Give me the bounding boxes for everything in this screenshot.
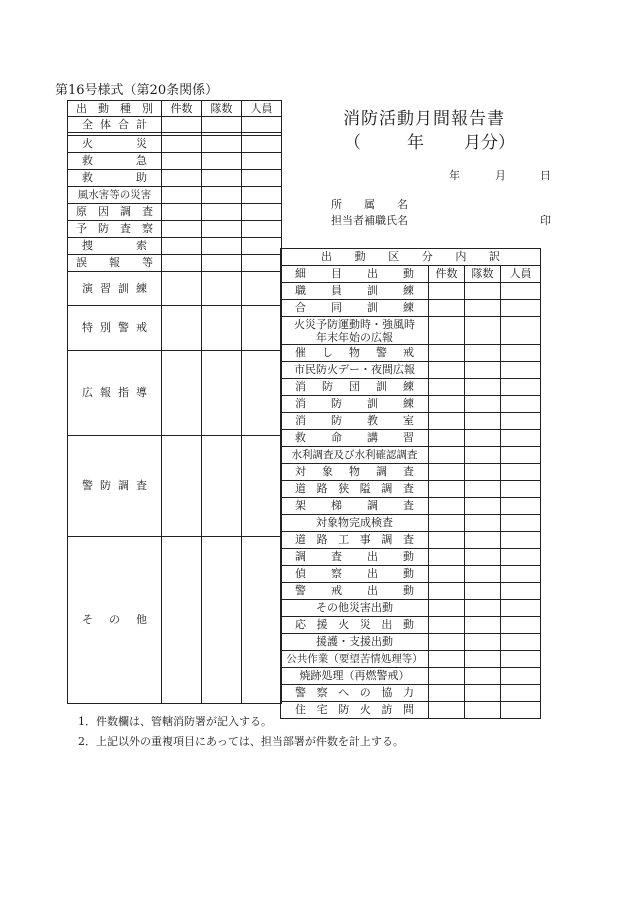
entry-cell[interactable] [465,685,501,702]
row-cause-investigation: 原 因 調 査 [68,204,162,221]
entry-cell[interactable] [242,537,282,704]
row-storm-disaster: 風水害等の災害 [68,187,162,204]
entry-cell[interactable] [501,549,541,566]
item-narrow-road-survey: 道路狭隘調査 [281,481,429,498]
item-public-work: 公共作業（要望苦情処理等） [281,651,429,668]
entry-cell[interactable] [501,617,541,634]
item-staff-training: 職員訓練 [281,283,429,300]
entry-cell[interactable] [465,634,501,651]
entry-cell[interactable] [242,221,282,238]
entry-cell[interactable] [202,204,242,221]
entry-cell[interactable] [501,283,541,300]
entry-cell[interactable] [202,436,242,537]
item-fire-prevention-line2: 年末年始の広報 [316,330,393,344]
entry-cell[interactable] [202,272,242,306]
entry-cell[interactable] [501,532,541,549]
row-rescue: 救 助 [68,170,162,187]
footnote-2: 2．上記以外の重複項目にあっては、担当部署が件数を計上する。 [78,735,404,748]
item-ladder-survey: 架梯調査 [281,498,429,515]
entry-cell[interactable] [242,351,282,436]
item-other-disaster-dispatch: その他災害出動 [281,600,429,617]
entry-cell[interactable] [429,549,465,566]
entry-cell[interactable] [242,153,282,170]
seal-mark: 印 [540,214,551,227]
footnote-1: 1．件数欄は、管轄消防署が記入する。 [78,715,272,728]
entry-cell[interactable] [242,436,282,537]
entry-cell[interactable] [429,532,465,549]
header-dispatch-type: 出動種別 [68,101,162,117]
item-alert-dispatch: 警戒出動 [281,583,429,600]
entry-cell[interactable] [202,153,242,170]
header-count: 件数 [162,101,202,117]
row-search: 捜 索 [68,238,162,255]
total-label: 全体合計 [68,117,162,133]
total-units-cell[interactable] [202,117,242,133]
item-event-alert: 催し物警戒 [281,345,429,362]
entry-cell[interactable] [465,583,501,600]
entry-cell[interactable] [429,685,465,702]
entry-cell[interactable] [429,300,465,317]
entry-cell[interactable] [429,379,465,396]
entry-cell[interactable] [429,345,465,362]
entry-cell[interactable] [162,221,202,238]
entry-cell[interactable] [501,396,541,413]
entry-cell[interactable] [501,345,541,362]
item-roadwork-survey: 道路工事調査 [281,532,429,549]
entry-cell[interactable] [465,464,501,481]
item-water-survey: 水利調査及び水利確認調査 [281,447,429,464]
group-public-guidance: 広報指導 [68,351,162,436]
entry-cell[interactable] [162,204,202,221]
entry-cell[interactable] [202,221,242,238]
entry-cell[interactable] [501,413,541,430]
entry-cell[interactable] [429,583,465,600]
entry-cell[interactable] [501,634,541,651]
total-personnel-cell[interactable] [242,117,282,133]
entry-cell[interactable] [429,600,465,617]
item-fire-training: 消防訓練 [281,396,429,413]
row-prevention-inspection: 予 防 査 察 [68,221,162,238]
entry-cell[interactable] [429,668,465,685]
group-special-alert: 特別警戒 [68,306,162,351]
entry-cell[interactable] [162,537,202,704]
entry-cell[interactable] [465,379,501,396]
entry-cell[interactable] [162,255,202,272]
entry-cell[interactable] [162,153,202,170]
row-ambulance: 救 急 [68,153,162,170]
item-fire-prevention-campaign [281,317,429,345]
entry-cell[interactable] [429,481,465,498]
entry-cell[interactable] [242,238,282,255]
breakdown-title: 出動区分内訳 [281,249,541,266]
entry-cell[interactable] [465,447,501,464]
entry-cell[interactable] [501,317,541,345]
entry-cell[interactable] [162,170,202,187]
entry-cell[interactable] [501,583,541,600]
row-fire: 火 災 [68,136,162,153]
item-object-survey: 対象物調査 [281,464,429,481]
entry-cell[interactable] [501,447,541,464]
group-drill-training: 演習訓練 [68,272,162,306]
entry-cell[interactable] [501,600,541,617]
period-month: 月分） [464,133,515,153]
item-fire-corps-training: 消防団訓練 [281,379,429,396]
breakdown-header-item: 細目出動 [281,266,429,283]
entry-cell[interactable] [202,170,242,187]
entry-cell[interactable] [162,306,202,351]
breakdown-header-units: 隊数 [465,266,501,283]
entry-cell[interactable] [242,272,282,306]
entry-cell[interactable] [465,300,501,317]
entry-cell[interactable] [465,532,501,549]
entry-cell[interactable] [242,306,282,351]
entry-cell[interactable] [465,362,501,379]
entry-cell[interactable] [501,379,541,396]
item-fire-day-publicity: 市民防火デー・夜間広報 [281,362,429,379]
period-year: 年 [407,133,424,153]
header-personnel: 人員 [242,101,282,117]
entry-cell[interactable] [429,634,465,651]
entry-cell[interactable] [501,362,541,379]
entry-cell[interactable] [465,430,501,447]
entry-cell[interactable] [242,204,282,221]
entry-cell[interactable] [242,255,282,272]
total-count-cell[interactable] [162,117,202,133]
entry-cell[interactable] [465,413,501,430]
entry-cell[interactable] [162,136,202,153]
item-fire-prevention-line1: 火災予防運動時・強風時 [294,317,415,331]
item-home-fire-visit: 住宅防火訪問 [281,702,429,719]
item-burn-site-processing: 焼跡処理（再燃警戒） [281,668,429,685]
breakdown-header-count: 件数 [429,266,465,283]
period-open: （ [344,133,361,153]
date-month: 月 [495,169,506,182]
item-investigation-dispatch: 調査出動 [281,549,429,566]
entry-cell[interactable] [465,702,501,719]
entry-cell[interactable] [242,136,282,153]
entry-cell[interactable] [162,436,202,537]
entry-cell[interactable] [429,651,465,668]
entry-cell[interactable] [465,651,501,668]
entry-cell[interactable] [242,187,282,204]
entry-cell[interactable] [465,317,501,345]
entry-cell[interactable] [162,238,202,255]
entry-cell[interactable] [429,617,465,634]
entry-cell[interactable] [202,255,242,272]
item-fire-classroom: 消防教室 [281,413,429,430]
entry-cell[interactable] [465,498,501,515]
group-fire-defense-survey: 警防調査 [68,436,162,537]
entry-cell[interactable] [429,396,465,413]
entry-cell[interactable] [501,668,541,685]
entry-cell[interactable] [465,668,501,685]
entry-cell[interactable] [429,464,465,481]
entry-cell[interactable] [501,300,541,317]
entry-cell[interactable] [465,283,501,300]
entry-cell[interactable] [202,537,242,704]
entry-cell[interactable] [429,317,465,345]
entry-cell[interactable] [501,515,541,532]
entry-cell[interactable] [465,515,501,532]
entry-cell[interactable] [202,351,242,436]
group-other: その他 [68,537,162,704]
entry-cell[interactable] [501,498,541,515]
entry-cell[interactable] [202,238,242,255]
item-reconnaissance-dispatch: 偵察出動 [281,566,429,583]
document-title: 消防活動月間報告書 [343,109,505,129]
entry-cell[interactable] [465,600,501,617]
header-units: 隊数 [202,101,242,117]
entry-cell[interactable] [162,351,202,436]
entry-cell[interactable] [465,396,501,413]
item-lifesaving-course: 救命講習 [281,430,429,447]
item-support-fire-dispatch: 応援火災出動 [281,617,429,634]
entry-cell[interactable] [429,430,465,447]
entry-cell[interactable] [429,566,465,583]
entry-cell[interactable] [202,187,242,204]
item-completion-inspection: 対象物完成検査 [281,515,429,532]
entry-cell[interactable] [202,136,242,153]
entry-cell[interactable] [501,702,541,719]
form-number-label: 第16号様式（第20条関係） [55,83,219,98]
entry-cell[interactable] [501,685,541,702]
item-police-cooperation: 警察への協力 [281,685,429,702]
entry-cell[interactable] [501,566,541,583]
breakdown-header-personnel: 人員 [501,266,541,283]
entry-cell[interactable] [429,447,465,464]
entry-cell[interactable] [501,430,541,447]
entry-cell[interactable] [162,187,202,204]
affiliation-label: 所 属 名 [331,198,408,211]
entry-cell[interactable] [465,617,501,634]
entry-cell[interactable] [429,515,465,532]
entry-cell[interactable] [465,481,501,498]
entry-cell[interactable] [465,549,501,566]
entry-cell[interactable] [429,413,465,430]
dispatch-type-table [67,100,282,704]
entry-cell[interactable] [429,702,465,719]
entry-cell[interactable] [429,498,465,515]
entry-cell[interactable] [501,651,541,668]
dispatch-breakdown-table [280,248,541,719]
entry-cell[interactable] [429,283,465,300]
item-joint-training: 合同訓練 [281,300,429,317]
entry-cell[interactable] [429,362,465,379]
footnotes [78,712,404,752]
date-day: 日 [540,169,551,182]
entry-cell[interactable] [242,170,282,187]
entry-cell[interactable] [501,481,541,498]
entry-cell[interactable] [162,272,202,306]
entry-cell[interactable] [465,345,501,362]
entry-cell[interactable] [501,464,541,481]
item-assistance-dispatch: 援護・支援出動 [281,634,429,651]
row-false-alarm: 誤 報 等 [68,255,162,272]
officer-label: 担当者補職氏名 [331,214,408,227]
entry-cell[interactable] [465,566,501,583]
date-year: 年 [449,169,460,182]
entry-cell[interactable] [202,306,242,351]
